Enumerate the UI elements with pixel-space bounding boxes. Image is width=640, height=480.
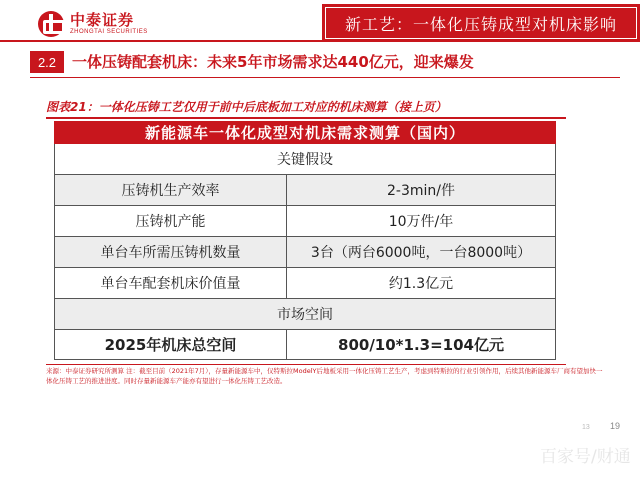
- watermark: 百家号/财通: [540, 447, 631, 467]
- table-total-row: [55, 330, 556, 360]
- total-label: 2025年机床总空间: [55, 330, 287, 360]
- page-number: 19: [610, 421, 621, 431]
- figure-caption: 图表21：一体化压铸工艺仅用于前中后底板加工对应的机床测算（接上页）: [46, 100, 447, 114]
- table-banner: 新能源车一体化成型对机床需求测算（国内）: [55, 122, 556, 144]
- table-section-row: [55, 299, 556, 330]
- row-value: 2-3min/件: [287, 175, 556, 206]
- table-row: [55, 206, 556, 237]
- logo-name-cn: 中泰证券: [70, 11, 135, 29]
- header-title-frame: [325, 7, 637, 39]
- table-row: [55, 237, 556, 268]
- row-value: 约1.3亿元: [287, 268, 556, 299]
- section-title: 一体压铸配套机床：未来5年市场需求达440亿元，迎来爆发: [72, 53, 474, 71]
- source-divider: [46, 364, 566, 365]
- table-row: [55, 175, 556, 206]
- page-number-secondary: 13: [582, 424, 590, 431]
- table-section-row: [55, 144, 556, 175]
- table-banner-row: [55, 122, 556, 144]
- logo-icon: [38, 11, 64, 37]
- section-number: 2.2: [30, 51, 64, 73]
- row-label: 压铸机产能: [55, 206, 287, 237]
- page-title: 新工艺：一体化压铸成型对机床影响: [344, 14, 617, 34]
- section-header-market: 市场空间: [55, 299, 556, 330]
- total-value: 800/10*1.3=104亿元: [287, 330, 556, 360]
- row-value: 3台（两台6000吨，一台8000吨）: [287, 237, 556, 268]
- logo-name-en: ZHONGTAI SECURITIES: [70, 29, 148, 35]
- header-divider: [0, 40, 322, 42]
- row-label: 压铸机生产效率: [55, 175, 287, 206]
- source-note: 来源：中泰证券研究所测算 注：截至目前（2021年7月），存量新能源车中，仅特斯拉ModelY后地板采用一体化压铸工艺生产，考虑到特斯拉的行业引领作用，后续其他新能源车厂商有望加快一体化压铸工艺的推进进度。同时存量新能源车产能亦有望进行一体化压铸工艺改造。: [46, 367, 603, 385]
- company-logo: [38, 10, 148, 38]
- row-value: 10万件/年: [287, 206, 556, 237]
- section-header-assumptions: 关键假设: [55, 144, 556, 175]
- machine-tool-demand-table: [54, 121, 556, 360]
- section-divider: [30, 77, 620, 78]
- row-label: 单台车配套机床价值量: [55, 268, 287, 299]
- figure-caption-divider: [46, 117, 566, 119]
- row-label: 单台车所需压铸机数量: [55, 237, 287, 268]
- table-row: [55, 268, 556, 299]
